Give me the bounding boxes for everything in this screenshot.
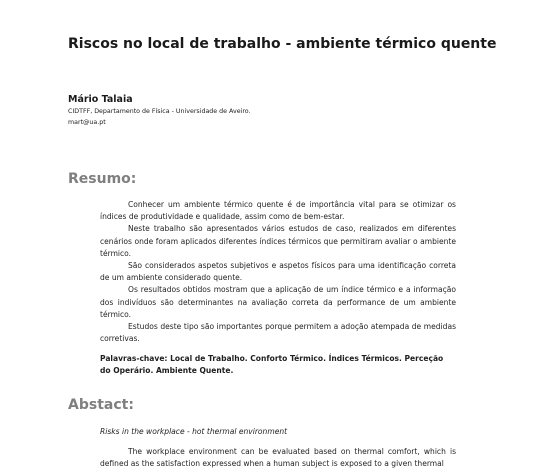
author-email: mart@ua.pt bbox=[68, 119, 106, 126]
author-affiliation: CIDTFF, Departamento de Física - Universidade de Aveiro. bbox=[68, 108, 251, 115]
resumo-body bbox=[100, 199, 456, 345]
resumo-paragraph: Os resultados obtidos mostram que a aplicação de um índice térmico e a informação dos indivíduos são determinantes na avaliação correta da performance de um ambiente térmico. bbox=[100, 285, 456, 319]
resumo-paragraph: São considerados aspetos subjetivos e aspetos físicos para uma identificação correta de um ambiente considerado quente. bbox=[100, 261, 456, 283]
author-name: Mário Talaia bbox=[68, 94, 133, 105]
abstract-title: Risks in the workplace - hot thermal environment bbox=[100, 427, 288, 436]
resumo-paragraph: Neste trabalho são apresentados vários estudos de caso, realizados em diferentes cenários onde foram aplicados diferentes índices térmicos que permitiram avaliar o ambiente térmico. bbox=[100, 224, 456, 258]
abstract-body bbox=[100, 446, 456, 470]
resumo-paragraph: Estudos deste tipo são importantes porque permitem a adoção atempada de medidas corretivas. bbox=[100, 322, 456, 344]
resumo-heading: Resumo: bbox=[68, 171, 137, 187]
resumo-paragraph: Conhecer um ambiente térmico quente é de importância vital para se otimizar os índices de produtividade e qualidade, assim como de bem-estar. bbox=[100, 200, 456, 222]
paper-title: Riscos no local de trabalho - ambiente térmico quente bbox=[68, 36, 497, 52]
abstract-paragraph: The workplace environment can be evaluated based on thermal comfort, which is defined as the satisfaction expressed when a human subject is exposed to a given thermal bbox=[100, 447, 456, 469]
abstract-heading: Abstact: bbox=[68, 397, 134, 413]
resumo-keywords: Palavras-chave: Local de Trabalho. Conforto Térmico. Índices Térmicos. Perceção do Operário. Ambiente Quente. bbox=[100, 354, 444, 376]
